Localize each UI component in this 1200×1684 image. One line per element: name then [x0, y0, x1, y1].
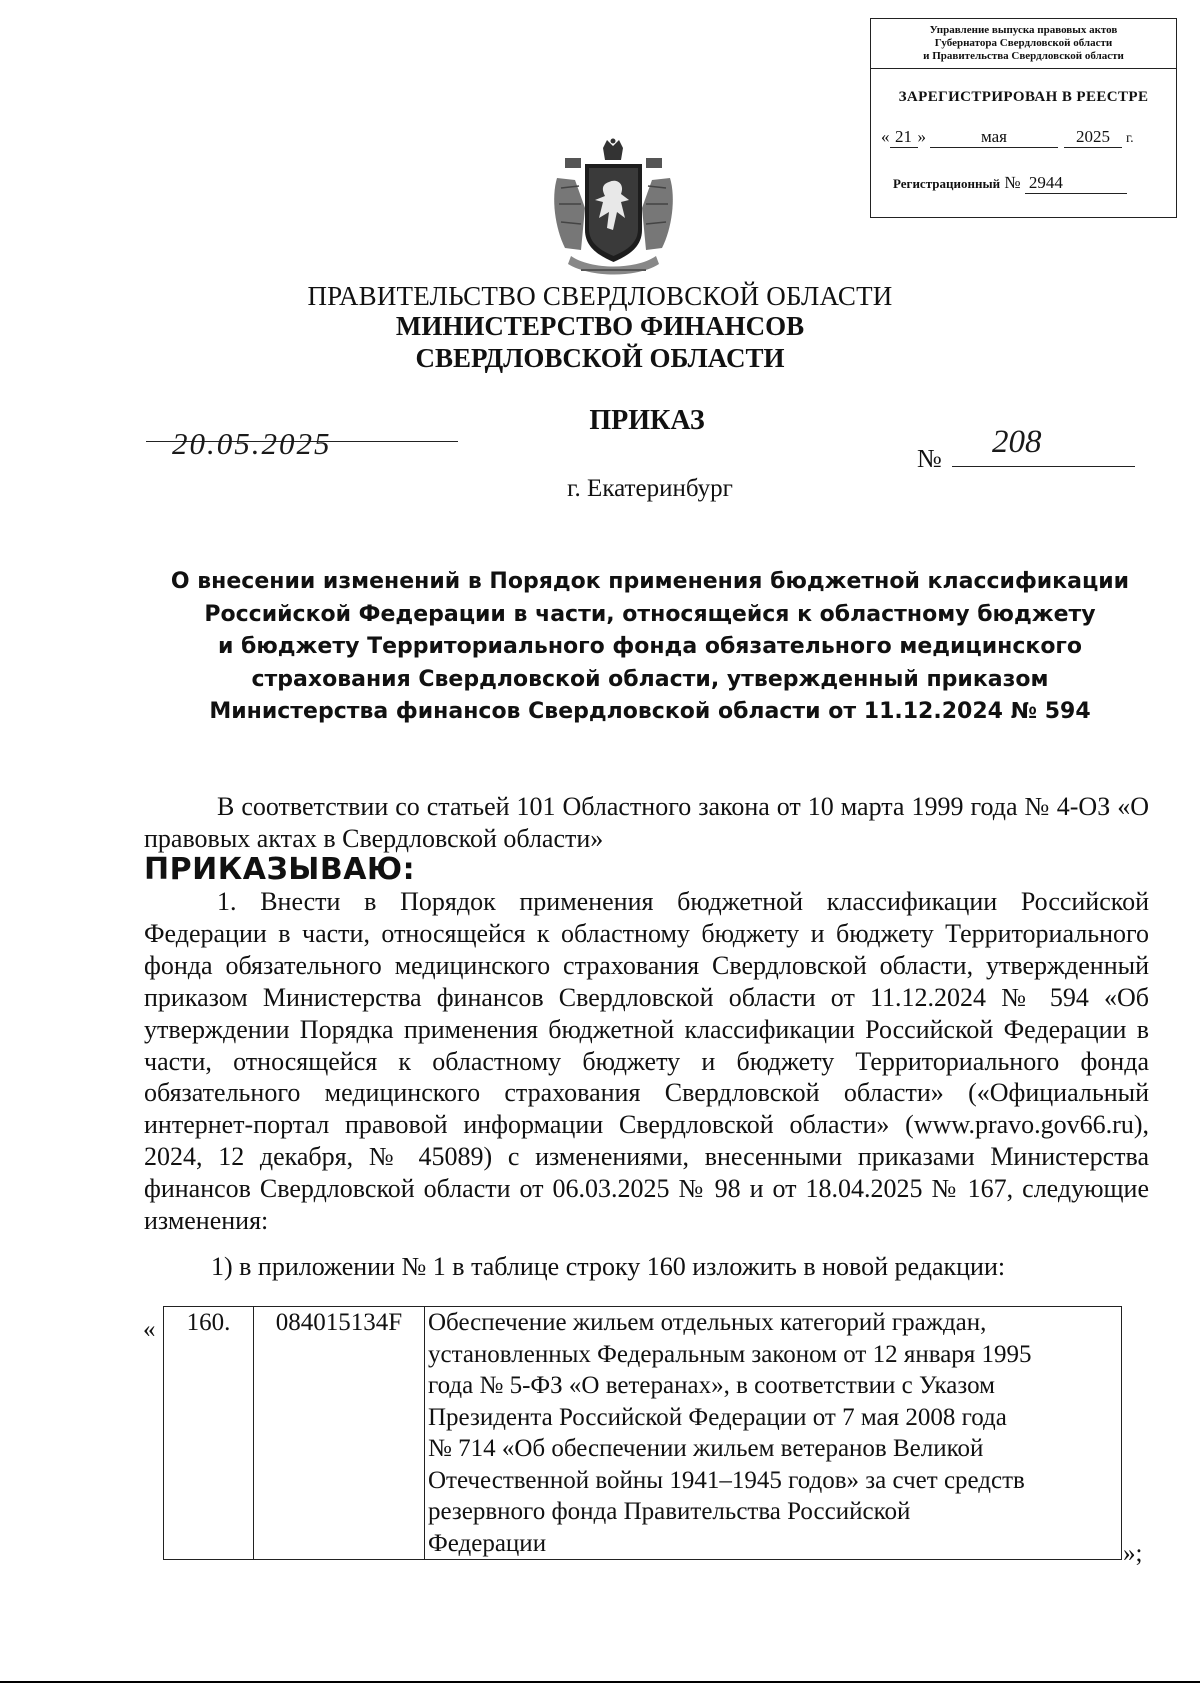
table-row [164, 1307, 1122, 1560]
description-line: Президента Российской Федерации от 7 мая 2008 года [428, 1403, 1007, 1431]
stamp-day: 21 [890, 127, 918, 148]
number-sign: № [917, 444, 942, 473]
ministry-name-line2: СВЕРДЛОВСКОЙ ОБЛАСТИ [415, 343, 785, 373]
government-name: ПРАВИТЕЛЬСТВО СВЕРДЛОВСКОЙ ОБЛАСТИ [307, 281, 893, 311]
stamp-header-line: Губернатора Свердловской области [934, 37, 1113, 49]
item-1-paragraph: 1. Внести в Порядок применения бюджетной классификации Российской Федерации в части, относящейся к областному бюджету и бюджету Территориального фонда обязательного медицинского страхования Свердловской области, утвержденный приказом Министерства финансов Свердловской области от 11.12.2024 № 594 «Об утверждении Порядка применения бюджетной классификации Российской Федерации в части, относящейся к областному бюджету и бюджету Территориального фонда обязательного медицинского страхования Свердловской области» («Официальный интернет-портал правовой информации Свердловской области» (www.pravo.gov66.ru), 2024, 12 декабря, № 45089) с изменениями, внесенными приказами Министерства финансов Свердловской области от 06.03.2025 № 98 и от 18.04.2025 № 167, следующие изменения: [144, 887, 1149, 1236]
amendment-table [163, 1306, 1122, 1560]
stamp-month: мая [930, 127, 1058, 148]
title-line: Российской Федерации в части, относящейся к областному бюджету [204, 601, 1096, 627]
stamp-reg-label: Регистрационный [893, 176, 1001, 191]
preamble-paragraph: В соответствии со статьей 101 Областного закона от 10 марта 1999 года № 4-ОЗ «О правовых актах в Свердловской области» [144, 792, 1149, 853]
description-line: Обеспечение жильем отдельных категорий граждан, [428, 1309, 987, 1336]
stamp-header [871, 19, 1176, 69]
stamp-reg-value: 2944 [1025, 173, 1127, 194]
title-line: Министерства финансов Свердловской области от 11.12.2024 № 594 [209, 699, 1091, 725]
registration-stamp [870, 18, 1177, 218]
title-line: страхования Свердловской области, утвержденный приказом [251, 666, 1049, 692]
coat-of-arms-icon [551, 138, 676, 280]
ministry-name-line1: МИНИСТЕРСТВО ФИНАНСОВ [395, 311, 805, 341]
stamp-reg-number [893, 173, 1127, 194]
description-line: Федерации [428, 1529, 547, 1557]
stamp-date [881, 127, 1134, 148]
description-line: № 714 «Об обеспечении жильем ветеранов Великой [428, 1435, 984, 1462]
handwritten-date: 20.05.2025 [172, 426, 332, 461]
row-number-cell: 160. [164, 1307, 254, 1560]
table-quote-open: « [143, 1316, 156, 1343]
stamp-quote-open: « [881, 127, 890, 146]
row-code-cell: 084015134F [254, 1307, 425, 1560]
page-bottom-rule [0, 1681, 1200, 1683]
description-line: резервного фонда Правительства Российской [428, 1498, 911, 1525]
orders-heading: ПРИКАЗЫВАЮ: [144, 852, 416, 887]
stamp-header-line: Управление выпуска правовых актов [929, 24, 1118, 36]
document-title [130, 566, 1170, 729]
stamp-reg-sign: № [1004, 173, 1021, 192]
table-quote-close: »; [1123, 1540, 1143, 1567]
title-line: О внесении изменений в Порядок применения бюджетной классификации [170, 569, 1130, 594]
description-line: установленных Федеральным законом от 12 января 1995 [428, 1340, 1032, 1368]
row-description-cell [425, 1307, 1122, 1560]
city: г. Екатеринбург [567, 475, 733, 502]
handwritten-number: 208 [992, 424, 1042, 460]
stamp-registered-label: ЗАРЕГИСТРИРОВАН В РЕЕСТРЕ [898, 89, 1149, 105]
stamp-year: 2025 [1064, 127, 1122, 148]
description-line: года № 5-ФЗ «О ветеранах», в соответствии с Указом [428, 1372, 995, 1399]
number-underline [952, 466, 1135, 467]
stamp-quote-close: » [917, 127, 926, 146]
item-1-1-paragraph: 1) в приложении № 1 в таблице строку 160 изложить в новой редакции: [211, 1252, 1006, 1281]
title-line: и бюджету Территориального фонда обязательного медицинского [217, 634, 1083, 660]
stamp-year-suffix: г. [1126, 131, 1134, 146]
stamp-header-line: и Правительства Свердловской области [923, 50, 1124, 62]
description-line: Отечественной войны 1941–1945 годов» за счет средств [428, 1466, 1025, 1494]
document-type: ПРИКАЗ [589, 405, 705, 436]
